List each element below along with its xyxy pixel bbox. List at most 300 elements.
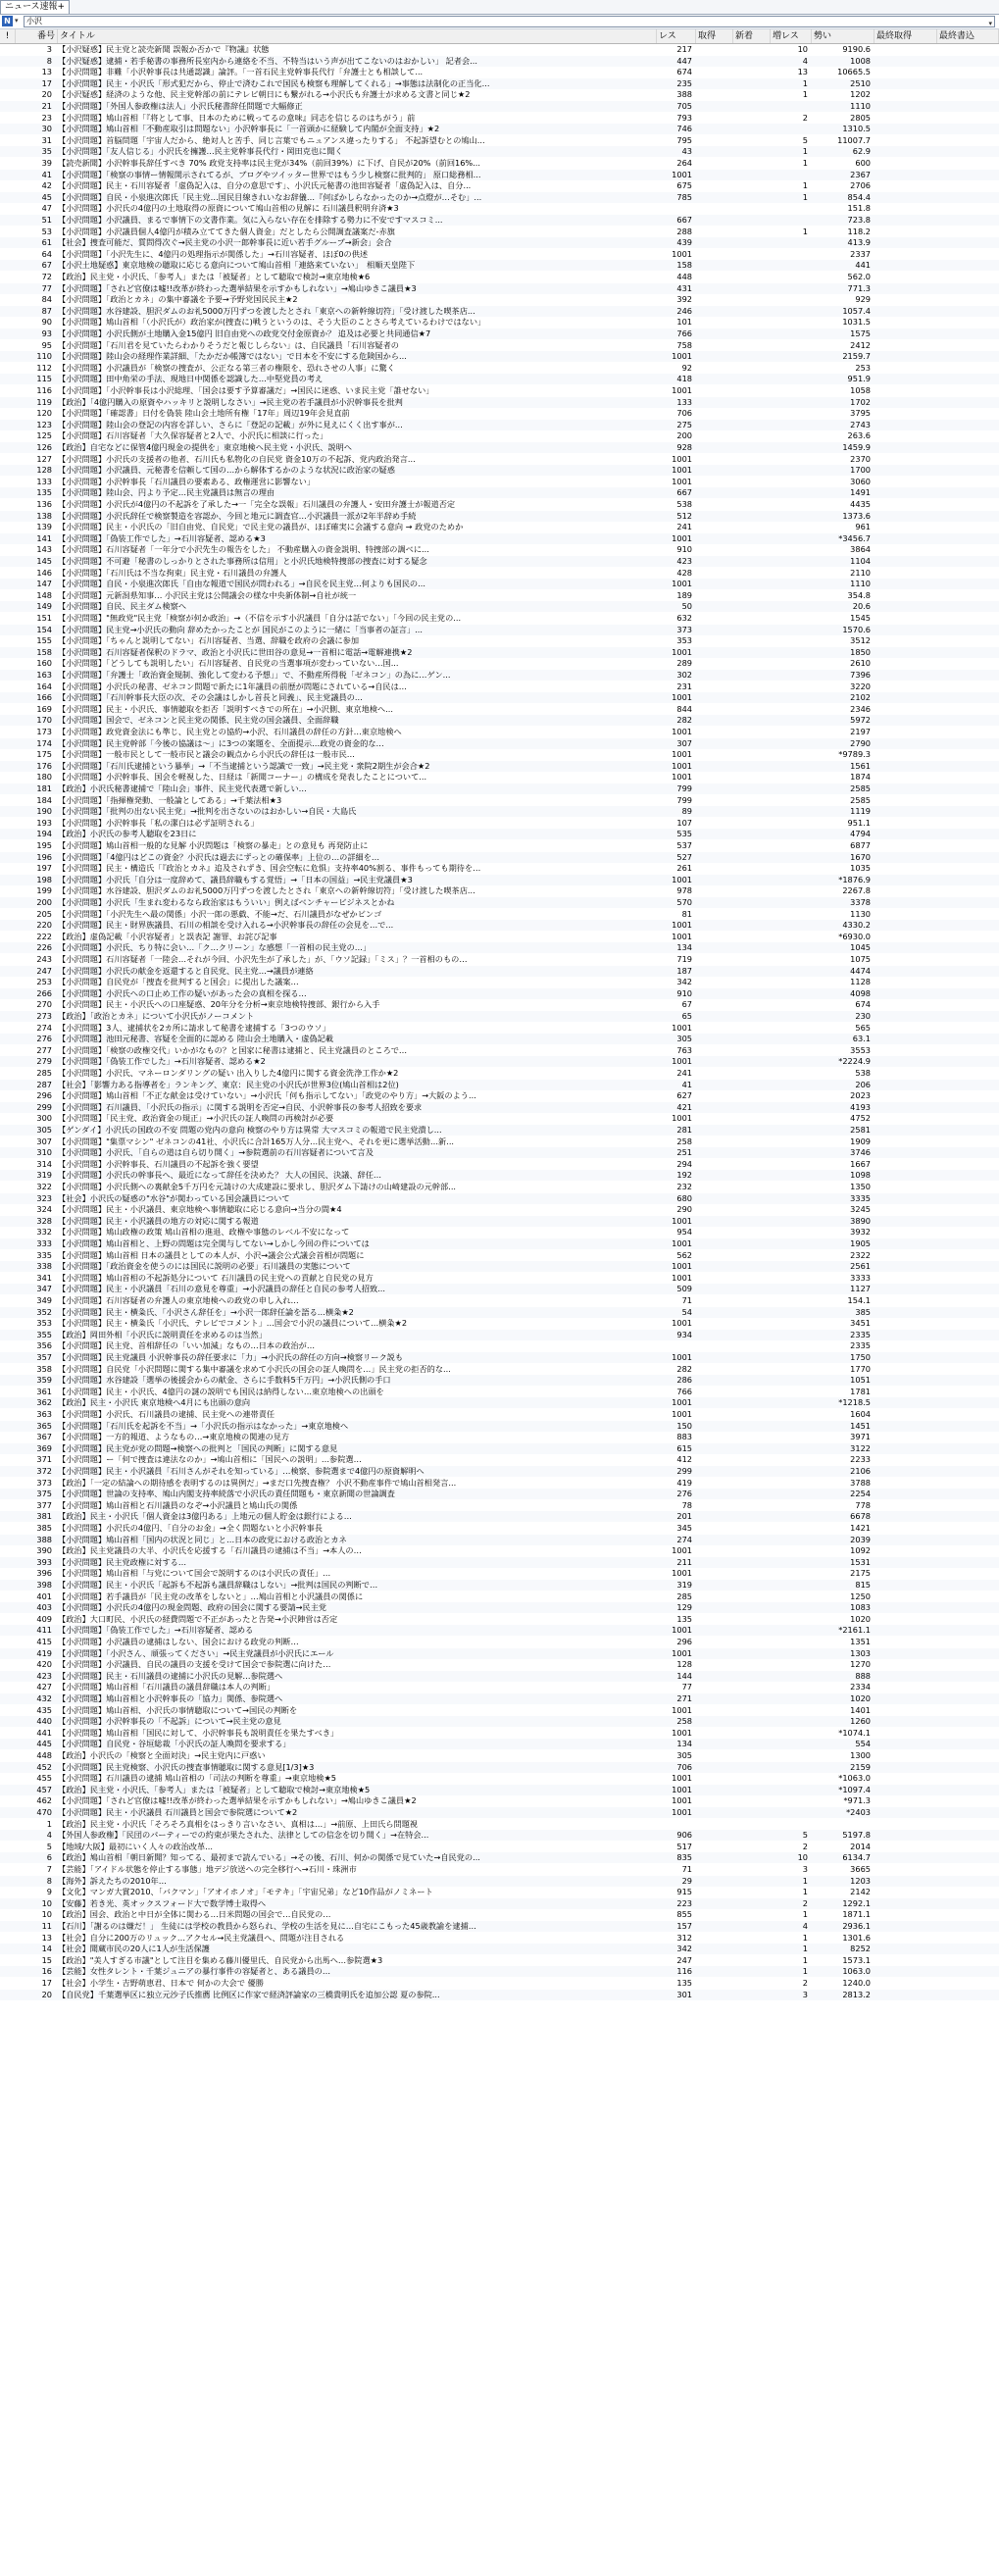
table-row[interactable] xyxy=(0,1364,999,1375)
row-momentum: *1074.1 xyxy=(838,1727,871,1738)
row-number: 300 xyxy=(36,1113,52,1124)
table-row[interactable] xyxy=(0,1944,999,1954)
row-last-write xyxy=(937,1807,996,1818)
table-row[interactable] xyxy=(0,1807,999,1818)
table-row[interactable] xyxy=(0,1340,999,1351)
row-last-write xyxy=(937,1557,996,1568)
table-row[interactable] xyxy=(0,1535,999,1545)
table-row[interactable] xyxy=(0,1034,999,1044)
table-row[interactable] xyxy=(0,317,999,328)
table-row[interactable] xyxy=(0,135,999,146)
table-row[interactable] xyxy=(0,260,999,271)
row-momentum: 3890 xyxy=(850,1215,871,1226)
table-row[interactable] xyxy=(0,692,999,703)
table-row[interactable] xyxy=(0,1966,999,1977)
table-row[interactable] xyxy=(0,863,999,874)
table-row[interactable] xyxy=(0,249,999,260)
row-get xyxy=(696,932,729,942)
table-row[interactable] xyxy=(0,1580,999,1591)
row-mark xyxy=(0,522,16,532)
row-mark xyxy=(0,1284,16,1294)
table-row[interactable] xyxy=(0,1136,999,1147)
row-last-get xyxy=(874,363,933,374)
table-row[interactable] xyxy=(0,340,999,351)
table-row[interactable] xyxy=(0,1102,999,1113)
row-new xyxy=(733,227,767,237)
table-row[interactable] xyxy=(0,477,999,487)
row-number: 355 xyxy=(36,1329,52,1339)
table-row[interactable] xyxy=(0,1728,999,1739)
row-mark xyxy=(0,1693,16,1704)
table-row[interactable] xyxy=(0,511,999,522)
row-new xyxy=(733,1250,767,1261)
row-res: 706 xyxy=(676,408,692,419)
table-row[interactable] xyxy=(0,351,999,362)
row-increase xyxy=(771,544,808,555)
table-row[interactable] xyxy=(0,1409,999,1420)
table-row[interactable] xyxy=(0,613,999,624)
table-row[interactable] xyxy=(0,430,999,441)
row-number: 170 xyxy=(36,715,52,726)
table-row[interactable] xyxy=(0,1454,999,1465)
table-row[interactable] xyxy=(0,442,999,453)
table-row[interactable] xyxy=(0,727,999,737)
table-row[interactable] xyxy=(0,78,999,89)
table-row[interactable] xyxy=(0,420,999,430)
column-number[interactable]: 番号 xyxy=(16,29,58,43)
table-row[interactable] xyxy=(0,590,999,601)
row-momentum: 674 xyxy=(855,999,871,1010)
table-row[interactable] xyxy=(0,363,999,374)
table-row[interactable] xyxy=(0,408,999,419)
column-last-get[interactable]: 最終取得 xyxy=(874,29,937,43)
table-row[interactable] xyxy=(0,1591,999,1602)
row-mark xyxy=(0,135,16,146)
table-row[interactable] xyxy=(0,704,999,715)
column-increase[interactable]: 増レス xyxy=(771,29,812,43)
row-increase xyxy=(771,1421,808,1432)
table-row[interactable] xyxy=(0,1204,999,1215)
table-row[interactable] xyxy=(0,1819,999,1830)
column-mark[interactable]: ! xyxy=(0,29,16,43)
row-get xyxy=(696,988,729,999)
table-row[interactable] xyxy=(0,988,999,999)
table-row[interactable] xyxy=(0,1159,999,1170)
table-row[interactable] xyxy=(0,1978,999,1989)
table-row[interactable] xyxy=(0,1284,999,1294)
table-row[interactable] xyxy=(0,1568,999,1579)
table-row[interactable] xyxy=(0,556,999,567)
table-row[interactable] xyxy=(0,1602,999,1613)
table-row[interactable] xyxy=(0,840,999,851)
table-row[interactable] xyxy=(0,1955,999,1966)
table-row[interactable] xyxy=(0,522,999,532)
table-row[interactable] xyxy=(0,1397,999,1408)
table-row[interactable] xyxy=(0,625,999,635)
row-last-get xyxy=(874,170,933,180)
table-row[interactable] xyxy=(0,885,999,896)
row-last-get xyxy=(874,692,933,703)
table-row[interactable] xyxy=(0,1250,999,1261)
row-title: 【小沢問題】鳩山首相と、上野の問題は完全関与してない→しかし今回の件については xyxy=(58,1238,370,1248)
table-row[interactable] xyxy=(0,909,999,920)
table-row[interactable] xyxy=(0,328,999,339)
row-increase xyxy=(771,272,808,282)
table-row[interactable] xyxy=(0,875,999,885)
row-title: 【小沢問題】小沢議員、自民の議員の支援を受けて国会で参院選に向けた… xyxy=(58,1659,331,1670)
table-row[interactable] xyxy=(0,738,999,749)
table-row[interactable] xyxy=(0,1273,999,1284)
row-res: 319 xyxy=(676,1580,692,1590)
table-row[interactable] xyxy=(0,1933,999,1944)
table-row[interactable] xyxy=(0,1659,999,1670)
table-row[interactable] xyxy=(0,1716,999,1727)
table-row[interactable] xyxy=(0,1432,999,1442)
row-last-write xyxy=(937,1125,996,1136)
row-mark xyxy=(0,727,16,737)
table-row[interactable] xyxy=(0,1773,999,1784)
row-last-write xyxy=(937,1170,996,1181)
table-row[interactable] xyxy=(0,1921,999,1932)
row-mark xyxy=(0,670,16,681)
row-res: 231 xyxy=(676,681,692,691)
table-row[interactable] xyxy=(0,170,999,180)
table-row[interactable] xyxy=(0,397,999,408)
row-momentum: 2039 xyxy=(850,1534,871,1544)
table-row[interactable] xyxy=(0,966,999,977)
row-title: 【小沢問題】鳩山首相「不動産取引は問題ない」小沢幹事長に「一首頭かに経験して内閣が全面支持」★2 xyxy=(58,124,440,134)
row-increase xyxy=(771,170,808,180)
chevron-down-icon[interactable]: ▾ xyxy=(15,17,19,25)
row-title: 【小沢問題】石川容疑者「大久保容疑者と2人で、小沢氏に相談に行った」 xyxy=(58,430,328,441)
table-row[interactable] xyxy=(0,568,999,579)
search-dropdown-icon[interactable]: ▾ xyxy=(988,20,992,27)
row-last-get xyxy=(874,863,933,874)
table-row[interactable] xyxy=(0,1125,999,1136)
row-get xyxy=(696,1842,729,1852)
table-row[interactable] xyxy=(0,1056,999,1067)
table-row[interactable] xyxy=(0,1045,999,1056)
table-row[interactable] xyxy=(0,544,999,555)
row-momentum: 3060 xyxy=(850,476,871,486)
row-last-write xyxy=(937,1159,996,1170)
row-momentum: 2561 xyxy=(850,1261,871,1272)
table-row[interactable] xyxy=(0,124,999,134)
row-last-write xyxy=(937,1352,996,1363)
row-res: 107 xyxy=(676,817,692,828)
table-row[interactable] xyxy=(0,1147,999,1158)
row-last-write xyxy=(937,749,996,760)
table-row[interactable] xyxy=(0,237,999,248)
table-row[interactable] xyxy=(0,1785,999,1795)
table-row[interactable] xyxy=(0,1068,999,1079)
table-row[interactable] xyxy=(0,454,999,465)
column-res[interactable]: レス xyxy=(657,29,696,43)
row-last-write xyxy=(937,1489,996,1499)
table-row[interactable] xyxy=(0,1375,999,1386)
table-row[interactable] xyxy=(0,56,999,67)
row-mark xyxy=(0,1454,16,1465)
table-row[interactable] xyxy=(0,1193,999,1204)
column-momentum[interactable]: 勢い xyxy=(812,29,874,43)
column-title[interactable]: タイトル xyxy=(58,29,657,43)
row-last-write xyxy=(937,1034,996,1044)
row-last-write xyxy=(937,1432,996,1442)
row-get xyxy=(696,1966,729,1977)
table-row[interactable] xyxy=(0,1261,999,1272)
row-mark xyxy=(0,783,16,794)
table-row[interactable] xyxy=(0,533,999,544)
column-new[interactable]: 新着 xyxy=(733,29,771,43)
table-row[interactable] xyxy=(0,852,999,863)
row-number: 276 xyxy=(36,1034,52,1044)
row-momentum: 385 xyxy=(855,1306,871,1317)
row-last-get xyxy=(874,1284,933,1294)
row-last-get xyxy=(874,1990,933,2000)
row-res: 509 xyxy=(676,1284,692,1294)
table-row[interactable] xyxy=(0,761,999,772)
row-get xyxy=(696,499,729,510)
table-row[interactable] xyxy=(0,682,999,692)
table-row[interactable] xyxy=(0,1421,999,1432)
row-last-get xyxy=(874,146,933,157)
row-get xyxy=(696,1795,729,1806)
table-row[interactable] xyxy=(0,44,999,55)
table-row[interactable] xyxy=(0,795,999,806)
table-row[interactable] xyxy=(0,601,999,612)
table-row[interactable] xyxy=(0,1625,999,1636)
row-number: 163 xyxy=(36,670,52,680)
board-tab[interactable]: ニュース速報+ xyxy=(0,0,70,14)
table-row[interactable] xyxy=(0,1909,999,1920)
table-row[interactable] xyxy=(0,89,999,100)
table-row[interactable] xyxy=(0,1318,999,1329)
table-row[interactable] xyxy=(0,158,999,169)
table-row[interactable] xyxy=(0,67,999,77)
table-row[interactable] xyxy=(0,1750,999,1761)
search-input[interactable] xyxy=(24,16,995,27)
row-new xyxy=(733,647,767,658)
table-row[interactable] xyxy=(0,999,999,1010)
table-row[interactable] xyxy=(0,1876,999,1887)
table-row[interactable] xyxy=(0,374,999,384)
row-mark xyxy=(0,795,16,806)
table-row[interactable] xyxy=(0,283,999,294)
row-get xyxy=(696,1136,729,1147)
row-title: 【小沢問題】自民・小泉進次郎氏「自由な報道で国民が問われる」→自民を民主党…何よりも国民の... xyxy=(58,579,425,589)
table-row[interactable] xyxy=(0,1762,999,1773)
table-row[interactable] xyxy=(0,932,999,942)
row-number: 277 xyxy=(36,1044,52,1055)
row-increase xyxy=(771,1364,808,1375)
row-title: 【小沢問題】小沢氏辞任で検察製造を容認か、今回と地元に調査官…小沢議員一派が2年半辞め手続 xyxy=(58,510,417,521)
table-row[interactable] xyxy=(0,1682,999,1692)
row-new xyxy=(733,613,767,624)
board-logo-icon[interactable]: N xyxy=(2,16,13,26)
row-increase xyxy=(771,1637,808,1647)
table-row[interactable] xyxy=(0,1182,999,1192)
row-mark xyxy=(0,818,16,829)
row-res: 296 xyxy=(676,1637,692,1646)
table-row[interactable] xyxy=(0,749,999,760)
table-row[interactable] xyxy=(0,954,999,965)
table-row[interactable] xyxy=(0,113,999,124)
row-get xyxy=(696,1352,729,1363)
table-row[interactable] xyxy=(0,101,999,112)
row-new xyxy=(733,101,767,112)
table-row[interactable] xyxy=(0,1011,999,1022)
table-row[interactable] xyxy=(0,1090,999,1101)
table-row[interactable] xyxy=(0,1489,999,1499)
row-res: 632 xyxy=(676,613,692,623)
table-row[interactable] xyxy=(0,146,999,157)
row-increase xyxy=(771,1580,808,1591)
table-row[interactable] xyxy=(0,1830,999,1841)
row-mark xyxy=(0,647,16,658)
table-row[interactable] xyxy=(0,1795,999,1806)
row-momentum: 2233 xyxy=(850,1454,871,1465)
table-row[interactable] xyxy=(0,1990,999,2000)
table-row[interactable] xyxy=(0,829,999,839)
table-row[interactable] xyxy=(0,1614,999,1625)
row-increase xyxy=(771,124,808,134)
table-row[interactable] xyxy=(0,1671,999,1682)
table-row[interactable] xyxy=(0,1852,999,1863)
table-row[interactable] xyxy=(0,1295,999,1306)
table-row[interactable] xyxy=(0,1511,999,1522)
table-row[interactable] xyxy=(0,1170,999,1181)
row-title: 【小沢問題】民主党が党の問題→検察への批判と「国民の判断」に関する意見 xyxy=(58,1442,338,1453)
row-mark xyxy=(0,454,16,465)
row-increase xyxy=(771,317,808,328)
table-row[interactable] xyxy=(0,1307,999,1318)
table-row[interactable] xyxy=(0,818,999,829)
row-last-write xyxy=(937,1682,996,1692)
row-increase xyxy=(771,477,808,487)
row-get xyxy=(696,1011,729,1022)
table-row[interactable] xyxy=(0,499,999,510)
table-row[interactable] xyxy=(0,1887,999,1897)
row-last-write xyxy=(937,1182,996,1192)
table-row[interactable] xyxy=(0,1227,999,1237)
row-increase xyxy=(771,999,808,1010)
table-row[interactable] xyxy=(0,1898,999,1909)
table-row[interactable] xyxy=(0,670,999,681)
table-row[interactable] xyxy=(0,1500,999,1511)
row-last-get xyxy=(874,1909,933,1920)
row-get xyxy=(696,1250,729,1261)
row-increase xyxy=(771,1397,808,1408)
table-row[interactable] xyxy=(0,1705,999,1716)
table-row[interactable] xyxy=(0,1739,999,1749)
table-row[interactable] xyxy=(0,1330,999,1340)
table-row[interactable] xyxy=(0,294,999,305)
row-increase: 1 xyxy=(802,226,808,236)
table-row[interactable] xyxy=(0,579,999,589)
table-row[interactable] xyxy=(0,272,999,282)
column-last-write[interactable]: 最終書込 xyxy=(937,29,999,43)
column-get[interactable]: 取得 xyxy=(696,29,733,43)
table-row[interactable] xyxy=(0,180,999,191)
table-row[interactable] xyxy=(0,227,999,237)
table-row[interactable] xyxy=(0,806,999,817)
row-res: 81 xyxy=(681,908,692,919)
table-row[interactable] xyxy=(0,215,999,226)
row-last-write xyxy=(937,260,996,271)
row-mark xyxy=(0,1728,16,1739)
table-row[interactable] xyxy=(0,1443,999,1454)
row-title: 【社会】聞蔵市民の20人に1人が生活保護 xyxy=(58,1944,210,1954)
table-row[interactable] xyxy=(0,715,999,726)
table-row[interactable] xyxy=(0,1637,999,1647)
table-row[interactable] xyxy=(0,658,999,669)
table-row[interactable] xyxy=(0,465,999,476)
table-row[interactable] xyxy=(0,1387,999,1397)
table-row[interactable] xyxy=(0,1466,999,1477)
table-row[interactable] xyxy=(0,487,999,498)
row-number: 372 xyxy=(36,1466,52,1476)
table-row[interactable] xyxy=(0,385,999,396)
row-get xyxy=(696,920,729,931)
table-row[interactable] xyxy=(0,647,999,658)
row-last-write xyxy=(937,67,996,77)
table-row[interactable] xyxy=(0,306,999,317)
row-mark xyxy=(0,124,16,134)
table-row[interactable] xyxy=(0,1523,999,1534)
row-number: 403 xyxy=(36,1602,52,1613)
table-row[interactable] xyxy=(0,942,999,953)
table-row[interactable] xyxy=(0,977,999,987)
table-row[interactable] xyxy=(0,1478,999,1489)
table-row[interactable] xyxy=(0,1864,999,1875)
row-momentum: 1300 xyxy=(850,1750,871,1760)
table-row[interactable] xyxy=(0,1080,999,1090)
row-momentum: 4752 xyxy=(850,1113,871,1124)
table-row[interactable] xyxy=(0,1238,999,1249)
table-row[interactable] xyxy=(0,1352,999,1363)
table-row[interactable] xyxy=(0,1023,999,1034)
table-row[interactable] xyxy=(0,192,999,203)
table-row[interactable] xyxy=(0,897,999,908)
table-row[interactable] xyxy=(0,783,999,794)
row-momentum: 815 xyxy=(855,1580,871,1590)
table-row[interactable] xyxy=(0,1693,999,1704)
row-number: 125 xyxy=(36,430,52,441)
table-row[interactable] xyxy=(0,203,999,214)
row-increase xyxy=(771,533,808,544)
row-title: 【小沢問題】自民党「小沢問題に関する集中審議を求めて小沢氏の国会の証人喚問を…」民主党の拒否的な... xyxy=(58,1363,451,1374)
row-increase xyxy=(771,1023,808,1034)
table-row[interactable] xyxy=(0,1557,999,1568)
row-res: 1001 xyxy=(672,874,692,884)
row-title: 【小沢問題】民主・小沢氏への口座疑惑、20年分を分析→東京地検特捜部、銀行から入手 xyxy=(58,999,380,1010)
table-row[interactable] xyxy=(0,1842,999,1852)
row-get xyxy=(696,215,729,226)
table-row[interactable] xyxy=(0,1545,999,1556)
table-row[interactable] xyxy=(0,772,999,783)
row-title: 【小沢問題】民主・石川容疑者「虚偽記入は、自分の意思です」、小沢氏元秘書の池田容疑者「虚偽記入は、自分... xyxy=(58,180,472,191)
row-get xyxy=(696,897,729,908)
table-row[interactable] xyxy=(0,635,999,646)
row-number: 87 xyxy=(41,305,52,316)
table-row[interactable] xyxy=(0,1216,999,1227)
row-last-get xyxy=(874,1614,933,1625)
table-row[interactable] xyxy=(0,1113,999,1124)
row-res: 844 xyxy=(676,703,692,714)
table-row[interactable] xyxy=(0,920,999,931)
row-last-write xyxy=(937,272,996,282)
table-row[interactable] xyxy=(0,1648,999,1659)
